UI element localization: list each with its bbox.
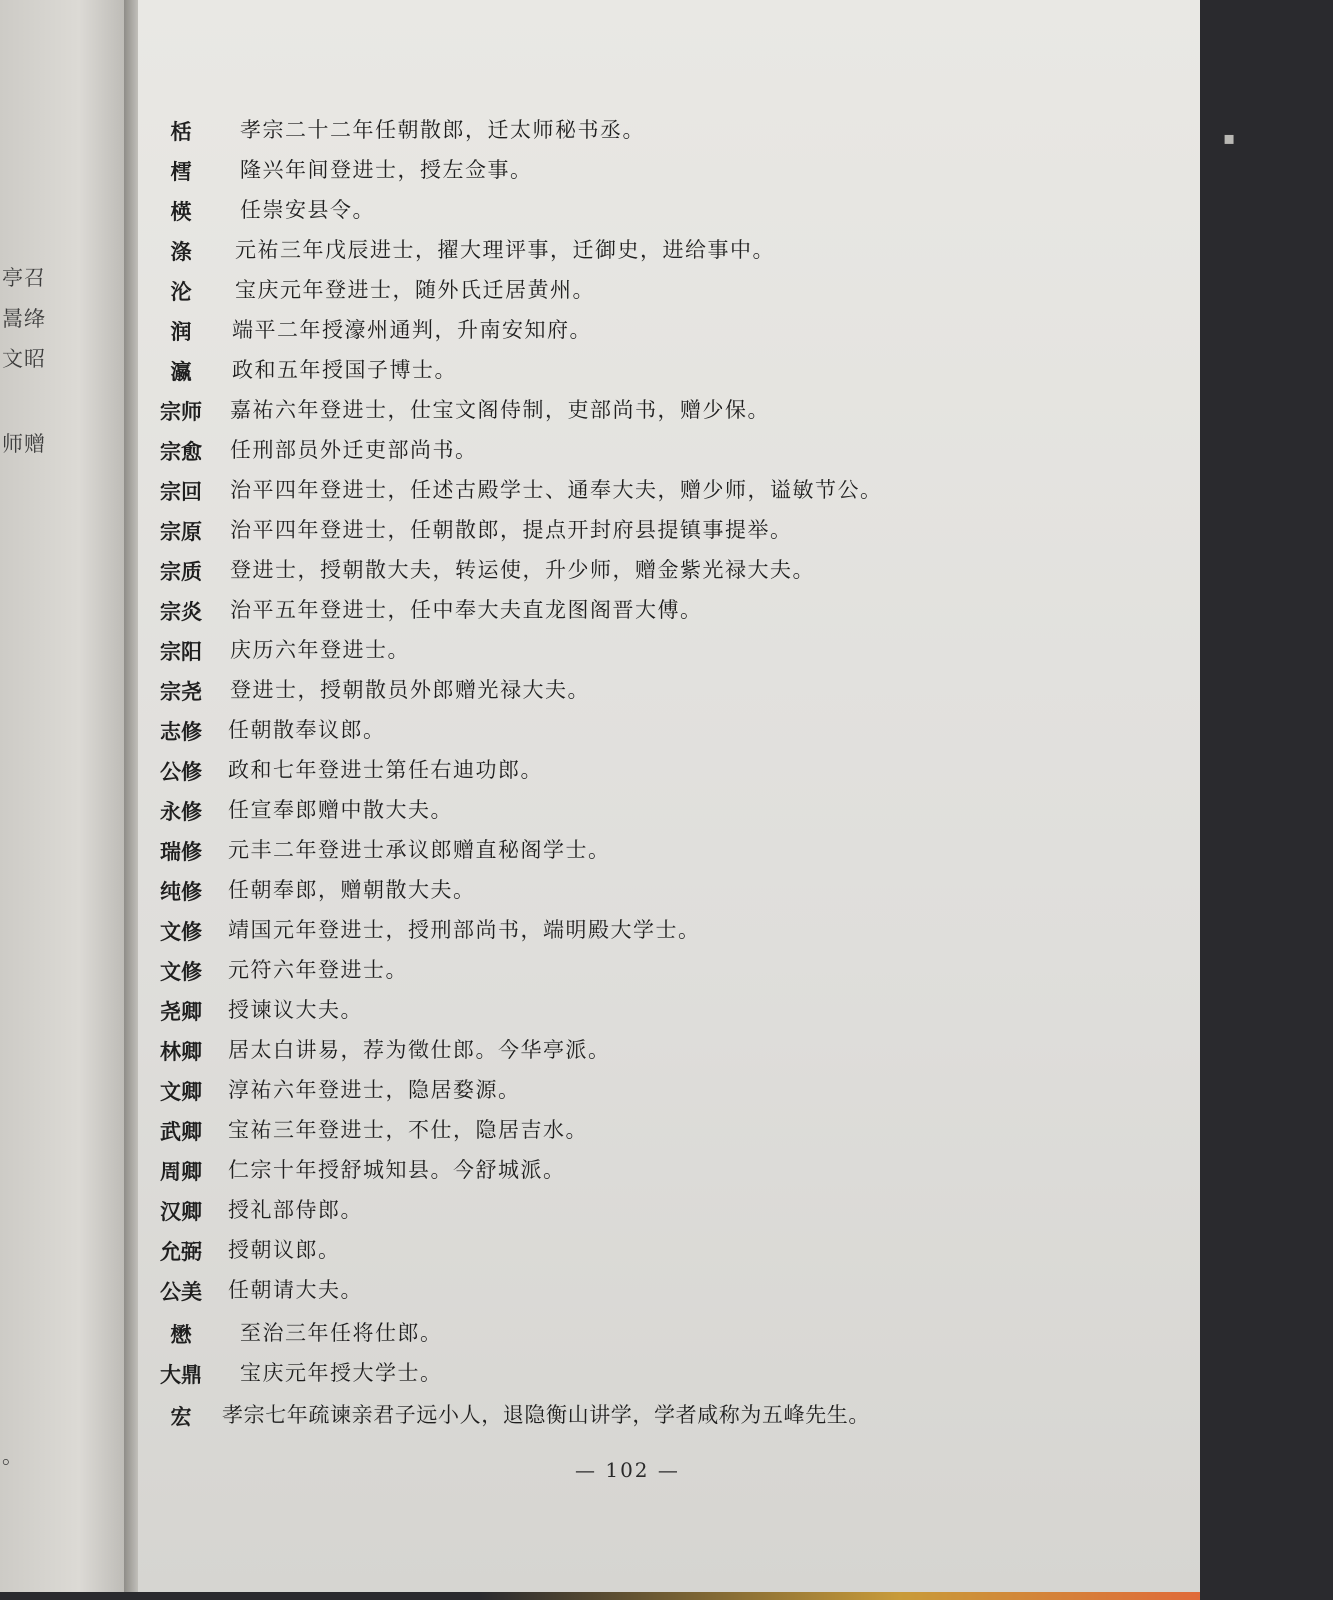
- entry-name: 宗原: [160, 520, 202, 544]
- list-item: [0, 550, 1080, 590]
- entry-name: 懋: [170, 1323, 192, 1347]
- left-page-fragment: 文昭: [2, 347, 46, 371]
- list-item: [0, 190, 1080, 230]
- entry-desc: 任崇安县令。: [240, 198, 375, 222]
- entry-name: 瑞修: [160, 840, 202, 864]
- entry-name: 瀛: [170, 360, 192, 384]
- list-item: [0, 1395, 1080, 1435]
- list-item: [0, 590, 1080, 630]
- entry-name: 栝: [170, 120, 192, 144]
- entry-desc: 端平二年授濠州通判，升南安知府。: [232, 318, 592, 342]
- entry-name: 宗愈: [160, 440, 202, 464]
- entry-name: 宗炎: [160, 600, 202, 624]
- entry-desc: 任宣奉郎赠中散大夫。: [228, 798, 453, 822]
- list-item: [0, 1353, 1080, 1393]
- list-item: [0, 1230, 1080, 1270]
- entry-name: 周卿: [160, 1160, 202, 1184]
- list-item: [0, 1150, 1080, 1190]
- list-item: [0, 430, 1080, 470]
- entry-name: 尧卿: [160, 1000, 202, 1024]
- list-item: [0, 870, 1080, 910]
- entry-name: 允弼: [160, 1240, 202, 1264]
- entry-desc: 登进士，授朝散员外郎赠光禄大夫。: [230, 678, 590, 702]
- entry-desc: 庆历六年登进士。: [230, 638, 410, 662]
- entry-desc: 政和五年授国子博士。: [232, 358, 457, 382]
- entry-name: 宗阳: [160, 640, 202, 664]
- entry-name: 文修: [160, 960, 202, 984]
- list-item: [0, 670, 1080, 710]
- entry-desc: 宝庆元年授大学士。: [240, 1361, 443, 1385]
- list-item: [0, 990, 1080, 1030]
- entry-name: 涤: [170, 240, 192, 264]
- entry-name: 林卿: [160, 1040, 202, 1064]
- list-item: [0, 710, 1080, 750]
- bleed-through-text: ▪: [1223, 128, 1236, 149]
- list-item: [0, 310, 1080, 350]
- entry-name: 汉卿: [160, 1200, 202, 1224]
- page-number: — 102 —: [575, 1458, 680, 1482]
- entry-desc: 元丰二年登进士承议郎赠直秘阁学士。: [228, 838, 611, 862]
- list-item: [0, 750, 1080, 790]
- entry-name: 纯修: [160, 880, 202, 904]
- entry-desc: 政和七年登进士第任右迪功郎。: [228, 758, 543, 782]
- entry-name: 永修: [160, 800, 202, 824]
- list-item: [0, 350, 1080, 390]
- entry-name: 宗回: [160, 480, 202, 504]
- entry-desc: 居太白讲易，荐为徵仕郎。今华亭派。: [228, 1038, 611, 1062]
- background-edge: [0, 1592, 1200, 1600]
- entry-desc: 治平四年登进士，任朝散郎，提点开封府县提镇事提举。: [230, 518, 793, 542]
- entry-desc: 授礼部侍郎。: [228, 1198, 363, 1222]
- entry-name: 公美: [160, 1280, 202, 1304]
- entry-desc: 隆兴年间登进士，授左佥事。: [240, 158, 533, 182]
- list-item: [0, 630, 1080, 670]
- list-item: [0, 950, 1080, 990]
- list-item: [0, 830, 1080, 870]
- entry-name: 文修: [160, 920, 202, 944]
- entry-desc: 治平五年登进士，任中奉大夫直龙图阁晋大傅。: [230, 598, 703, 622]
- list-item: [0, 1270, 1080, 1310]
- list-item: [0, 470, 1080, 510]
- entry-desc: 宝祐三年登进士，不仕，隐居吉水。: [228, 1118, 588, 1142]
- entry-desc: 治平四年登进士，任述古殿学士、通奉大夫，赠少师，谥敏节公。: [230, 478, 883, 502]
- entry-name: 润: [170, 320, 192, 344]
- entry-desc: 至治三年任将仕郎。: [240, 1321, 443, 1345]
- entry-name: 武卿: [160, 1120, 202, 1144]
- entry-desc: 任刑部员外迁吏部尚书。: [230, 438, 478, 462]
- entry-name: 宗师: [160, 400, 202, 424]
- entry-desc: 任朝请大夫。: [228, 1278, 363, 1302]
- entry-name: 宗质: [160, 560, 202, 584]
- entry-desc: 嘉祐六年登进士，仕宝文阁侍制，吏部尚书，赠少保。: [230, 398, 770, 422]
- left-page-fragment: 暠绛: [2, 307, 46, 331]
- entry-name: 志修: [160, 720, 202, 744]
- entry-desc: 元祐三年戊辰进士，擢大理评事，迁御史，进给事中。: [235, 238, 775, 262]
- left-page-fragment: 师赠: [2, 432, 46, 456]
- entry-name: 公修: [160, 760, 202, 784]
- list-item: [0, 110, 1080, 150]
- list-item: [0, 1190, 1080, 1230]
- entry-desc: 孝宗七年疏谏亲君子远小人，退隐衡山讲学，学者咸称为五峰先生。: [222, 1403, 870, 1427]
- list-item: [0, 910, 1080, 950]
- entry-desc: 靖国元年登进士，授刑部尚书，端明殿大学士。: [228, 918, 701, 942]
- entry-name: 大鼎: [160, 1363, 202, 1387]
- entry-desc: 登进士，授朝散大夫，转运使，升少师，赠金紫光禄大夫。: [230, 558, 815, 582]
- list-item: [0, 1110, 1080, 1150]
- list-item: [0, 1070, 1080, 1110]
- entry-desc: 任朝奉郎，赠朝散大夫。: [228, 878, 476, 902]
- entry-name: 宏: [170, 1405, 192, 1429]
- entry-desc: 元符六年登进士。: [228, 958, 408, 982]
- entry-desc: 淳祐六年登进士，隐居婺源。: [228, 1078, 521, 1102]
- list-item: [0, 790, 1080, 830]
- entry-desc: 授朝议郎。: [228, 1238, 341, 1262]
- entry-desc: 孝宗二十二年任朝散郎，迁太师秘书丞。: [240, 118, 645, 142]
- list-item: [0, 230, 1080, 270]
- list-item: [0, 1030, 1080, 1070]
- entry-desc: 仁宗十年授舒城知县。今舒城派。: [228, 1158, 566, 1182]
- list-item: [0, 510, 1080, 550]
- list-item: [0, 150, 1080, 190]
- list-item: [0, 390, 1080, 430]
- entry-desc: 授谏议大夫。: [228, 998, 363, 1022]
- list-item: [0, 1313, 1080, 1353]
- entry-name: 沦: [170, 280, 192, 304]
- entry-desc: 任朝散奉议郎。: [228, 718, 386, 742]
- left-page-fragment: 亭召: [2, 266, 46, 290]
- entry-name: 文卿: [160, 1080, 202, 1104]
- list-item: [0, 270, 1080, 310]
- entry-name: 楧: [170, 200, 192, 224]
- entry-name: 宗尧: [160, 680, 202, 704]
- entry-desc: 宝庆元年登进士，随外氏迁居黄州。: [235, 278, 595, 302]
- entry-name: 樰: [170, 160, 192, 184]
- left-page-fragment: 。: [2, 1444, 24, 1468]
